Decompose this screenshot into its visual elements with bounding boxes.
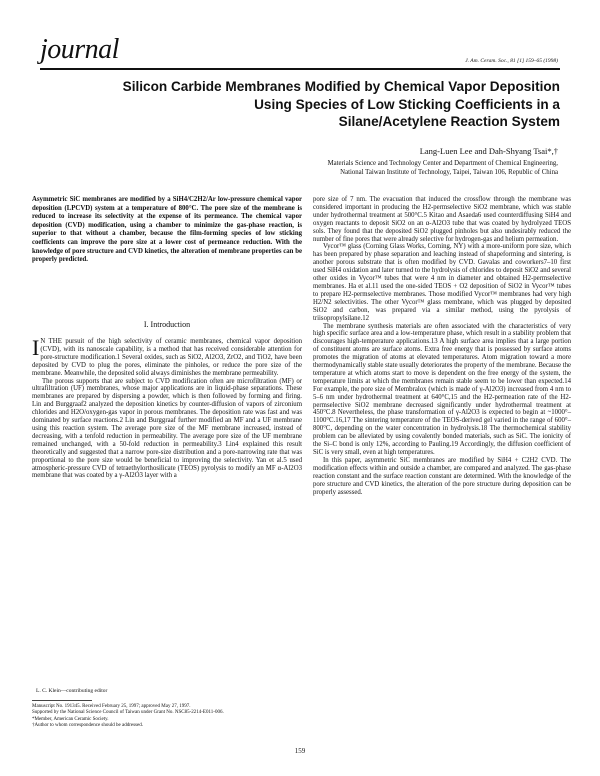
article-title [40,78,560,131]
left-column [32,335,302,480]
title-line: Silane/Acetylene Reaction System [338,114,560,129]
journal-logo: journal [40,34,119,65]
affiliation [328,159,558,177]
affiliation-line: National Taiwan Institute of Technology, Taipei, Taiwan 106, Republic of China [340,169,558,176]
affiliation-line: Materials Science and Technology Center and Department of Chemical Engineering, [327,160,558,167]
header-rule [40,68,560,70]
paragraph: In this paper, asymmetric SiC membranes are modified by SiH4 + C2H2 CVD. The modification effects within and outside a chamber, are compared and analyzed. The gas-phase reaction constant and the surface reaction constant are determined. With the knowledge of the pore structure and CVD kinetics, the alteration of the pore structure during deposition can be properly assessed. [313,456,571,496]
page-number: 159 [294,747,306,755]
right-column [313,196,571,496]
editor-note: L. C. Klein—contributing editor [36,688,108,694]
drop-cap: I [32,335,40,360]
paragraph: The porous supports that are subject to CVD modification often are microfiltration (MF) or ultrafiltration (UF) membranes, whose major applications are in liquid-phase separations. These membranes are prepared by dispersing a powder, which is then followed by forming and firing. Lin and Burggraaf2 analyzed the deposition kinetics by counter-diffusion of vapors of zirconium chlorides and H2O/oxygen-gas vapor in porous membranes. The deposition rate was fast and was dominated by surface reactions.2 Lin and Burggraaf further modified an MF and a UF membrane using this reaction system. The average pore size of the MF membrane increased, instead of decreasing, with a tenfold reduction in permeability. The average pore size of the UF membrane remained unchanged, with a 50-fold reduction in permeability.3 Lin4 explained this result theoretically and suggested that a narrow pore-size distribution and a pore-narrowing rate that was proportional to the pore size would be beneficial to improving the selectivity. Yan et al.5 used atmospheric-pressure CVD of tetraethylorthosilicate (TEOS) pyrolysis to modify an MF α-Al2O3 membrane that was coated by a γ-Al2O3 layer with a [32,377,302,480]
footnote: Supported by the National Science Council of Taiwan under Grant No. NSC85-2214-E011-006. [32,710,224,716]
footnote-rule [32,700,92,701]
title-line: Using Species of Low Sticking Coefficients in a [254,96,560,112]
footnotes [32,704,302,729]
title-line: Silicon Carbide Membranes Modified by Chemical Vapor Deposition [122,79,560,94]
section-heading-introduction: I. Introduction [143,320,191,329]
citation-line: J. Am. Ceram. Soc., 81 [1] 159–65 (1998) [465,58,558,64]
paragraph [32,335,302,378]
paragraph: The membrane synthesis materials are often associated with the characteristics of very high specific surface area and a low-temperature phase, which result in a stability problem that discourages high-temperature applications.13 A high surface area implies that a large portion of constituent atoms are surface atoms. Extra free energy that is possessed by surface atoms promotes the migration of atoms at elevated temperatures. Atom migration toward a more thermodynamically stable state usually deteriorates the property of the membrane. Because the temperature at which atoms start to move is dependent on the free energy of the system, the temperature limits at which the membranes remain stable seem to be lower than expected.14 For example, the pore size of Membralox (which is made of γ-Al2O3) increased from 4 nm to 5–6 nm under hydrothermal treatment at 640°C,15 and the H2-permeation rate of the H2-permselective SiO2 membrane decreased significantly under hydrothermal treatment at 450°C.8 Nevertheless, the phase transformation of γ-Al2O3 is expected to begin at ~1000°–1100°C.16,17 The sintering temperature of the TEOS-derived gel varied in the range of 600°–800°C, depending on the water concentration in hydrolysis.18 The thermochemical stability problem can be alleviated by using covalently bonded materials, such as SiC. The ionicity of the Si–C bond is only 12%, according to Pauling.19 Accordingly, the diffusion coefficient of SiC is very small, even at high temperatures. [313,322,571,456]
footnote: *Member, American Ceramic Society. [32,716,109,722]
author-list: Lang-Luen Lee and Dah-Shyang Tsai*,† [419,146,558,156]
abstract: Asymmetric SiC membranes are modified by a SiH4/C2H2/Ar low-pressure chemical vapor deposition (LPCVD) system at a temperature of 800°C. The pore size of the membrane is reduced to increase its selectivity at the expense of its permeance. The chemical vapor deposition (CVD) modification, using a chamber to minimize the gas-phase reaction, is superior to that without a chamber, because the film-forming species of low sticking coefficients can improve the pore size at a lower cost of permeance reduction. With the knowledge of pore structure and CVD kinetics, the alteration of membrane properties can be properly predicted. [32,196,302,264]
paragraph: pore size of 7 nm. The evacuation that induced the crossflow through the membrane was considered important in producing the H2-permselective SiO2 membrane, which was stable under hydrothermal treatment at 500°C.5 Kitao and Asaeda6 used counterdiffusing SiH4 and oxygen reactants to deposit SiO2 on an α-Al2O3 tube that was coated by hydrolyzed TEOS sols. They found that the deposited SiO2 plugged pinholes but also undesirably reduced the number of fine pores that were already selective for hydrogen-gas and helium permeation. [313,196,571,243]
paragraph: Vycor™ glass (Corning Glass Works, Corning, NY) with a more-uniform pore size, which has been prepared by phase separation and leaching instead of shapeforming and sintering, is another porous substrate that is often modified by CVD. Gavalas and coworkers7–10 first used SiH4 oxidation and later turned to the hydrolysis of chlorides to deposit SiO2 and several other oxides in Vycor™ tubes that were 4 nm in diameter and obtained H2-permselective membranes. Ha et al.11 used the one-sided TEOS + O2 deposition of SiO2 in Vycor™ tubes to prepare H2-permselective membranes. Those modified Vycor™ membranes had very high H2/N2 selectivities. The other Vycor™ glass membrane, which was plugged by deposited SiO2 and carbon, was prepared via a similar method, using the pyrolysis of triisopropylsilane.12 [313,243,571,322]
paragraph-text: N THE pursuit of the high selectivity of ceramic membranes, chemical vapor deposition (CVD), with its nanoscale capability, is a method that has received considerable attention for pore-structure modification.1 Several oxides, such as SiO2, Al2O3, ZrO2, and TiO2, have been deposited by CVD to plug the pores, eliminate the pinholes, or reduce the pore size of the membrane. Meanwhile, the deposited solid always diminishes the membrane permeability. [32,338,302,377]
footnote: †Author to whom correspondence should be addressed. [32,722,143,728]
footnote: Manuscript No. 191345. Received February 25, 1997; approved May 27, 1997. [32,704,191,709]
